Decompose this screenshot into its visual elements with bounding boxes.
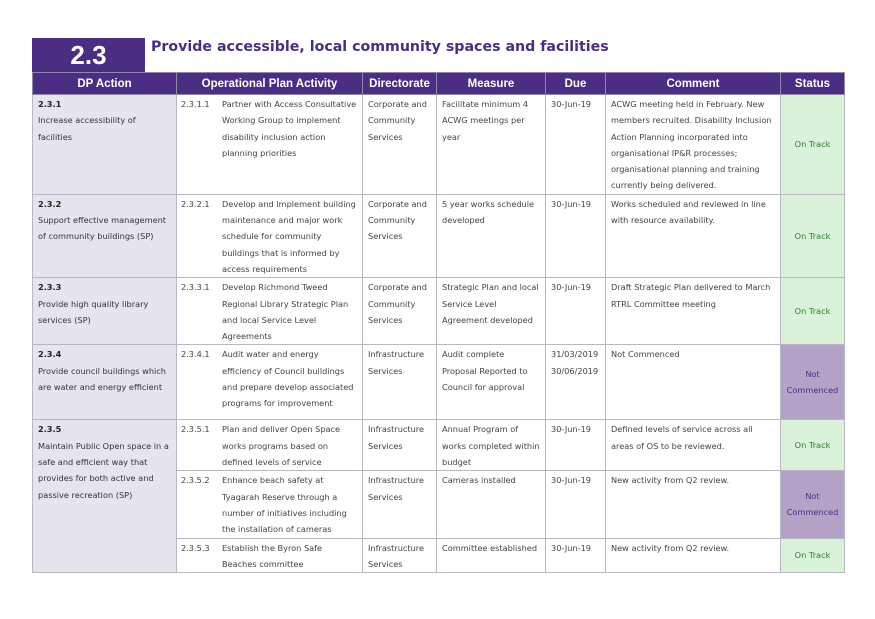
table-row xyxy=(33,194,845,277)
measure-cell: 5 year works schedule developed xyxy=(437,194,546,277)
operational-plan-table xyxy=(32,72,845,573)
activity-cell xyxy=(177,278,363,345)
due-cell: 30-Jun-19 xyxy=(546,95,606,195)
due-cell: 31/03/2019 30/06/2019 xyxy=(546,345,606,420)
activity-text: Develop Richmond Tweed Regional Library Strategic Plan and local Service Level Agreements xyxy=(222,282,349,342)
activity-number: 2.3.2.1 xyxy=(181,198,210,209)
header-dp-action: DP Action xyxy=(33,73,177,95)
dp-action-title: Increase accessibility of facilities xyxy=(38,115,136,142)
status-badge: On Track xyxy=(781,538,845,573)
activity-number: 2.3.5.2 xyxy=(181,475,210,486)
activity-number: 2.3.5.3 xyxy=(181,542,210,553)
activity-text: Partner with Access Consultative Working Group to implement disability inclusion action planning priorities xyxy=(222,99,357,158)
due-cell: 30-Jun-19 xyxy=(546,194,606,277)
activity-cell xyxy=(177,420,363,471)
activity-number: 2.3.3.1 xyxy=(181,282,210,293)
dp-action-cell xyxy=(33,345,177,420)
table-header-row xyxy=(33,73,845,95)
dp-action-code: 2.3.3 xyxy=(38,282,62,293)
dp-action-code: 2.3.5 xyxy=(38,424,62,435)
table-row xyxy=(33,420,845,471)
header-measure: Measure xyxy=(437,73,546,95)
table-row xyxy=(33,345,845,420)
table-row xyxy=(33,95,845,195)
due-cell: 30-Jun-19 xyxy=(546,278,606,345)
activity-text: Audit water and energy efficiency of Council buildings and prepare develop associated programs for improvement xyxy=(222,349,354,409)
dp-action-cell xyxy=(33,420,177,573)
activity-text: Develop and implement building maintenance and major work schedule for community buildings that is informed by access requirements xyxy=(222,198,356,274)
activity-number: 2.3.4.1 xyxy=(181,349,210,360)
due-cell: 30-Jun-19 xyxy=(546,538,606,573)
dp-action-cell xyxy=(33,95,177,195)
comment-cell: New activity from Q2 review. xyxy=(606,538,781,573)
directorate-cell: Infrastructure Services xyxy=(363,538,437,573)
activity-cell xyxy=(177,95,363,195)
directorate-cell: Corporate and Community Services xyxy=(363,278,437,345)
measure-cell: Strategic Plan and local Service Level Agreement developed xyxy=(437,278,546,345)
measure-cell: Cameras installed xyxy=(437,471,546,538)
dp-action-title: Provide council buildings which are water and energy efficient xyxy=(38,365,167,393)
comment-cell: Not Commenced xyxy=(606,345,781,420)
activity-text: Plan and deliver Open Space works programs based on defined levels of service xyxy=(222,424,341,468)
section-header xyxy=(32,38,844,72)
directorate-cell: Infrastructure Services xyxy=(363,471,437,538)
activity-cell xyxy=(177,194,363,277)
dp-action-title: Provide high quality library services (SP) xyxy=(38,298,149,325)
header-comment: Comment xyxy=(606,73,781,95)
directorate-cell: Infrastructure Services xyxy=(363,345,437,420)
dp-action-title: Maintain Public Open space in a safe and efficient way that provides for both active and passive recreation (SP) xyxy=(38,440,169,500)
activity-number: 2.3.5.1 xyxy=(181,424,210,435)
header-due: Due xyxy=(546,73,606,95)
due-cell: 30-Jun-19 xyxy=(546,471,606,538)
activity-text: Enhance beach safety at Tyagarah Reserve through a number of initiatives including the installation of cameras xyxy=(222,475,347,535)
comment-cell: Defined levels of service across all areas of OS to be reviewed. xyxy=(606,420,781,471)
status-badge: On Track xyxy=(781,278,845,345)
header-activity: Operational Plan Activity xyxy=(177,73,363,95)
activity-cell xyxy=(177,471,363,538)
comment-cell: Draft Strategic Plan delivered to March RTRL Committee meeting xyxy=(606,278,781,345)
activity-number: 2.3.1.1 xyxy=(181,99,210,109)
due-cell: 30-Jun-19 xyxy=(546,420,606,471)
directorate-cell: Corporate and Community Services xyxy=(363,194,437,277)
measure-cell: Committee established xyxy=(437,538,546,573)
comment-cell: Works scheduled and reviewed in line with resource availability. xyxy=(606,194,781,277)
measure-cell: Facilitate minimum 4 ACWG meetings per year xyxy=(437,95,546,195)
status-badge: On Track xyxy=(781,194,845,277)
activity-text: Establish the Byron Safe Beaches committee xyxy=(222,542,323,569)
measure-cell: Annual Program of works completed within budget xyxy=(437,420,546,471)
section-number: 2.3 xyxy=(32,38,145,72)
comment-cell: ACWG meeting held in February. New members recruited. Disability Inclusion Action Planning incorporated into organisational IP&R processes; organisational planning and training currently being delivered. xyxy=(606,95,781,195)
directorate-cell: Infrastructure Services xyxy=(363,420,437,471)
section-title: Provide accessible, local community spaces and facilities xyxy=(151,39,609,55)
status-badge: Not Commenced xyxy=(781,471,845,538)
table-row xyxy=(33,278,845,345)
dp-action-title: Support effective management of community buildings (SP) xyxy=(38,215,167,242)
status-badge: Not Commenced xyxy=(781,345,845,420)
activity-cell xyxy=(177,345,363,420)
comment-cell: New activity from Q2 review. xyxy=(606,471,781,538)
directorate-cell: Corporate and Community Services xyxy=(363,95,437,195)
dp-action-cell xyxy=(33,194,177,277)
dp-action-cell xyxy=(33,278,177,345)
status-badge: On Track xyxy=(781,95,845,195)
status-badge: On Track xyxy=(781,420,845,471)
header-status: Status xyxy=(781,73,845,95)
dp-action-code: 2.3.2 xyxy=(38,198,62,209)
activity-cell xyxy=(177,538,363,573)
measure-cell: Audit complete Proposal Reported to Council for approval xyxy=(437,345,546,420)
dp-action-code: 2.3.4 xyxy=(38,349,62,360)
dp-action-code: 2.3.1 xyxy=(38,99,62,109)
header-directorate: Directorate xyxy=(363,73,437,95)
